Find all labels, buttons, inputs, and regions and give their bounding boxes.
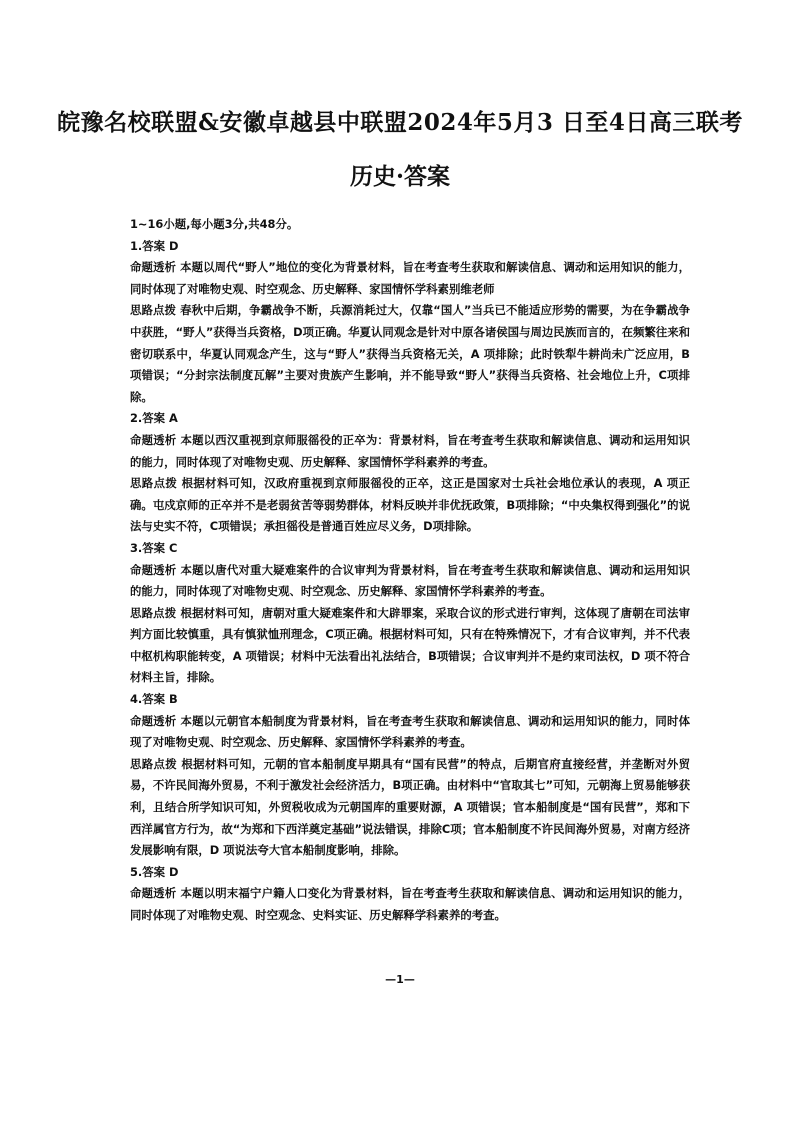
q1-answer: 1.答案 D [130,238,179,253]
q3-hint-text: 根据材料可知，唐朝对重大疑难案件和大辟罪案，采取合议的形式进行审判，这体现了唐朝在司法审判方面比较慎重，具有慎狱恤刑理念，C项正确。根据材料可知，只有在特殊情况下，才有合议审判，并不代表中枢机构职能转变，A 项错误；材料中无法看出礼法结合，B项错误；合议审判并不是约束司法权，D 项不符合材料主旨，排除。 [130,605,690,685]
page-number: —1— [385,973,415,986]
q5-analysis-label: 命题透析 [130,886,177,901]
q1-hint [130,300,690,408]
q5-analysis [130,883,690,926]
page-subtitle: 历史·答案 [349,163,450,190]
q1-analysis-text: 本题以周代“野人”地位的变化为背景材料，旨在考查考生获取和解读信息、调动和运用知识的能力，同时体现了对唯物史观、时空观念、历史解释、家国情怀学科素别维老师 [130,260,690,296]
q1-hint-label: 思路点拨 [130,303,177,318]
q1-analysis-label: 命题透析 [130,260,177,275]
q3-answer: 3.答案 C [130,540,178,555]
q1-hint-text: 春秋中后期，争霸战争不断，兵源消耗过大，仅靠“国人”当兵已不能适应形势的需要，为在争霸战争中获胜，“野人”获得当兵资格，D项正确。华夏认同观念是针对中原各诸侯国与周边民族而言的，在频繁往来和密切联系中，华夏认同观念产生，这与“野人”获得当兵资格无关，A 项排除；此时铁犁牛耕尚未广泛应用，B项错误；“分封宗法制度瓦解”主要对贵族产生影响，并不能导致“野人”获得当兵资格、社会地位上升，C项排除。 [130,303,690,404]
answer-content [130,214,690,927]
q3-analysis-text: 本题以唐代对重大疑难案件的合议审判为背景材料，旨在考查考生获取和解读信息、调动和运用知识的能力，同时体现了对唯物史观、时空观念、历史解释、家国情怀学科素养的考查。 [130,562,690,599]
page-title: 皖豫名校联盟&安徽卓越县中联盟2024年5月3 日至4日高三联考 [57,109,743,136]
q4-analysis-label: 命题透析 [130,713,177,728]
q5-analysis-text: 本题以明末福宁户籍人口变化为背景材料，旨在考查考生获取和解读信息、调动和运用知识的能力，同时体现了对唯物史观、时空观念、史料实证、历史解释学科素养的考查。 [130,886,690,922]
q2-hint [130,473,690,538]
q3-hint [130,603,690,689]
q3-hint-label: 思路点拨 [130,605,177,620]
q2-answer: 2.答案 A [130,411,178,426]
q2-analysis [130,430,690,473]
q4-analysis [130,711,690,754]
q4-hint-text: 根据材料可知，元朝的官本船制度早期具有“国有民营”的特点，后期官府直接经营，并垄断对外贸易，不许民间海外贸易，不利于激发社会经济活力，B项正确。由材料中“官取其七”可知，元朝海上贸易能够获利，且结合所学知识可知，外贸税收成为元朝国库的重要财源，A 项错误；官本船制度是“国有民营”，郑和下西洋属官方行为，故“为郑和下西洋奠定基础”说法错误，排除C项；官本船制度不许民间海外贸易，对南方经济发展影响有限，D 项说法夸大官本船制度影响，排除。 [130,756,690,858]
q2-hint-label: 思路点拨 [130,476,178,491]
q3-analysis-label: 命题透析 [130,562,177,577]
q4-answer: 4.答案 B [130,692,178,707]
q4-analysis-text: 本题以元朝官本船制度为背景材料，旨在考查考生获取和解读信息、调动和运用知识的能力，同时体现了对唯物史观、时空观念、历史解释、家国情怀学科素养的考查。 [130,713,690,750]
q1-analysis [130,257,690,300]
q2-hint-text: 根据材料可知，汉政府重视到京师服徭役的正卒，这正是国家对士兵社会地位承认的表现，A 项正确。屯戍京师的正卒并不是老弱贫苦等弱势群体，材料反映并非优抚政策，B项排除；“中央集权得到强化”的说法与史实不符，C项错误；承担徭役是普通百姓应尽义务，D项排除。 [130,476,690,534]
q4-hint-label: 思路点拨 [130,756,177,771]
intro-text: 1~16小题,每小题3分,共48分。 [130,217,299,231]
q4-hint [130,754,690,862]
q5-answer: 5.答案 D [130,864,179,879]
q3-analysis [130,560,690,603]
q2-analysis-text: 本题以西汉重视到京师服徭役的正卒为：背景材料，旨在考查考生获取和解读信息、调动和运用知识的能力，同时体现了对唯物史观、历史解释、家国情怀学科素养的考查。 [130,432,690,469]
q2-analysis-label: 命题透析 [130,432,177,447]
